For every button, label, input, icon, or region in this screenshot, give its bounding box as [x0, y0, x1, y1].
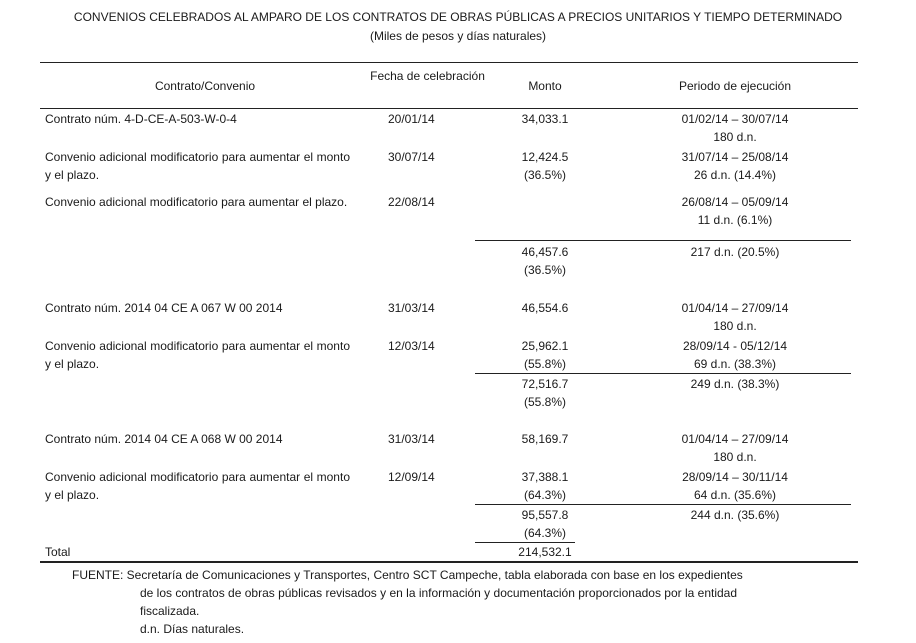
subtotal-monto-pct: (36.5%): [523, 263, 567, 277]
row-monto: 25,962.1: [521, 339, 569, 353]
row-monto-pct: (55.8%): [523, 357, 567, 371]
row-desc: Contrato núm. 2014 04 CE A 067 W 00 2014: [45, 301, 283, 315]
subtotal-dias: 244 d.n. (35.6%): [690, 508, 780, 522]
row-desc: Convenio adicional modificatorio para aumentar el monto y el plazo.: [45, 470, 350, 502]
header-contrato: Contrato/Convenio: [154, 79, 256, 93]
row-periodo: 26/08/14 – 05/09/14: [681, 195, 789, 209]
row-monto-pct: (36.5%): [523, 168, 567, 182]
table-subtitle: (Miles de pesos y días naturales): [369, 29, 547, 43]
row-desc: Contrato núm. 2014 04 CE A 068 W 00 2014: [45, 432, 283, 446]
row-desc: Convenio adicional modificatorio para aumentar el monto y el plazo.: [45, 339, 350, 371]
table-bottom-rule: [40, 561, 858, 563]
header-bottom-rule: [40, 108, 858, 109]
row-dias: 180 d.n.: [713, 130, 757, 144]
row-dias: 180 d.n.: [713, 319, 757, 333]
header-monto: Monto: [528, 79, 562, 93]
row-fecha: 12/03/14: [388, 339, 435, 353]
abbreviation-note: d.n. Días naturales.: [140, 622, 245, 636]
row-monto: 12,424.5: [521, 150, 569, 164]
row-dias: 69 d.n. (38.3%): [693, 357, 777, 371]
row-dias: 64 d.n. (35.6%): [693, 488, 777, 502]
source-line-2: de los contratos de obras públicas revisados y en la información y documentación proporcionados por la entidad: [140, 586, 738, 600]
source-line-3: fiscalizada.: [140, 604, 200, 618]
row-fecha: 31/03/14: [388, 432, 435, 446]
source-note: [72, 566, 872, 620]
row-dias: 11 d.n. (6.1%): [697, 213, 773, 227]
row-monto: 37,388.1: [521, 470, 569, 484]
subtotal-rule: [475, 240, 851, 241]
subtotal-monto: 72,516.7: [521, 377, 569, 391]
row-monto-pct: (64.3%): [523, 488, 567, 502]
subtotal-monto: 46,457.6: [521, 245, 569, 259]
table-title: CONVENIOS CELEBRADOS AL AMPARO DE LOS CONTRATOS DE OBRAS PÚBLICAS A PRECIOS UNITARIOS Y TIEMPO DETERMINADO: [73, 10, 843, 24]
header-top-rule: [40, 62, 858, 63]
row-fecha: 30/07/14: [388, 150, 435, 164]
row-periodo: 28/09/14 – 30/11/14: [682, 470, 788, 484]
row-monto: 34,033.1: [521, 112, 569, 126]
row-fecha: 22/08/14: [388, 195, 435, 209]
subtotal-dias: 249 d.n. (38.3%): [690, 377, 780, 391]
header-periodo: Periodo de ejecución: [678, 79, 792, 93]
subtotal-monto: 95,557.8: [521, 508, 569, 522]
total-monto: 214,532.1: [518, 545, 572, 559]
row-desc: Convenio adicional modificatorio para aumentar el plazo.: [45, 195, 348, 209]
row-desc: Convenio adicional modificatorio para aumentar el monto y el plazo.: [45, 150, 350, 182]
subtotal-rule: [475, 504, 851, 505]
total-label: Total: [45, 545, 71, 559]
header-fecha: Fecha de celebración: [370, 69, 485, 83]
subtotal-dias: 217 d.n. (20.5%): [690, 245, 780, 259]
source-line-1: FUENTE: Secretaría de Comunicaciones y Transportes, Centro SCT Campeche, tabla elaborada con base en los expedientes: [72, 568, 743, 582]
row-monto: 46,554.6: [521, 301, 569, 315]
row-periodo: 31/07/14 – 25/08/14: [681, 150, 789, 164]
row-fecha: 20/01/14: [388, 112, 435, 126]
row-fecha: 31/03/14: [388, 301, 435, 315]
subtotal-monto-pct: (64.3%): [523, 526, 567, 540]
subtotal-rule: [475, 373, 851, 374]
row-monto: 58,169.7: [521, 432, 569, 446]
row-desc: Contrato núm. 4-D-CE-A-503-W-0-4: [45, 112, 237, 126]
row-periodo: 01/04/14 – 27/09/14: [681, 301, 789, 315]
row-periodo: 28/09/14 - 05/12/14: [682, 339, 788, 353]
row-periodo: 01/04/14 – 27/09/14: [681, 432, 789, 446]
row-periodo: 01/02/14 – 30/07/14: [681, 112, 789, 126]
row-fecha: 12/09/14: [388, 470, 435, 484]
row-dias: 180 d.n.: [713, 450, 757, 464]
row-dias: 26 d.n. (14.4%): [693, 168, 777, 182]
subtotal-monto-pct: (55.8%): [523, 395, 567, 409]
